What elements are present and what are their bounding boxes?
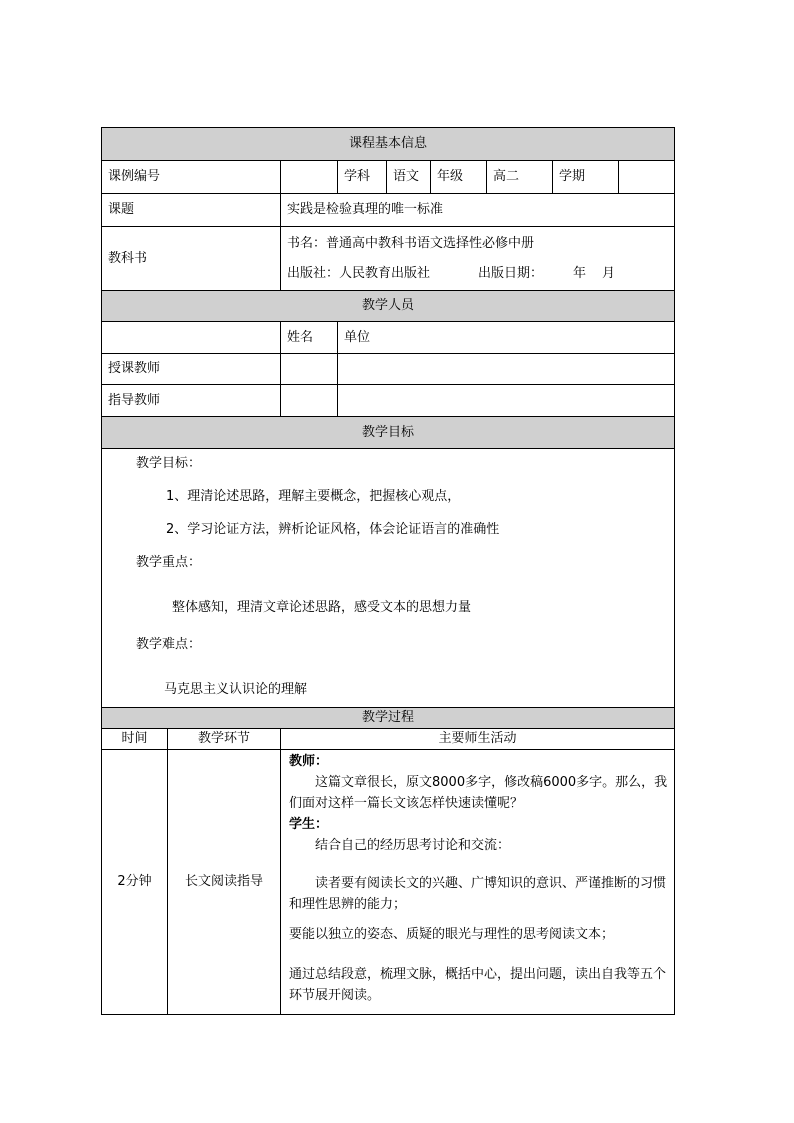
grade-value: 高二 <box>487 161 553 194</box>
basic-info-header-row <box>102 128 675 161</box>
topic-label: 课题 <box>102 194 281 227</box>
name-header: 姓名 <box>281 322 338 354</box>
difficulty: 马克思主义认识论的理解 <box>164 682 308 697</box>
teacher-name <box>281 354 338 385</box>
student-intro: 结合自己的经历思考讨论和交流： <box>315 838 511 853</box>
pub-year-label: 年 <box>573 265 587 281</box>
textbook-label: 教科书 <box>102 227 281 291</box>
term-label: 学期 <box>553 161 619 193</box>
student-point-3: 通过总结段意，梳理文脉，概括中心，提出问题，读出自我等五个环节展开阅读。 <box>289 967 667 1003</box>
goal-1: 1、理清论述思路，理解主要概念，把握核心观点， <box>166 489 461 504</box>
topic-row <box>102 194 675 227</box>
teacher-text: 这篇文章很长，原文8000多字，修改稿6000多字。那么，我们面对这样一篇长文该怎样快速读懂呢？ <box>289 775 668 811</box>
textbook-info <box>281 227 675 291</box>
advisor-name <box>281 385 338 417</box>
staff-title: 教学人员 <box>102 291 675 322</box>
col-time: 时间 <box>102 729 168 750</box>
teacher-role: 教师： <box>289 754 329 769</box>
term-cell <box>553 161 675 194</box>
case-no-value <box>281 161 338 194</box>
teacher-row <box>102 354 675 385</box>
col-activity: 主要师生活动 <box>281 729 675 750</box>
pub-date-label: 出版日期： <box>478 265 544 281</box>
difficulty-label: 教学难点： <box>136 637 202 652</box>
objectives-header-row <box>102 417 675 449</box>
key-point: 整体感知，理清文章论述思路，感受文本的思想力量 <box>172 600 472 615</box>
key-point-label: 教学重点： <box>136 555 202 570</box>
process-column-row <box>102 729 675 750</box>
subject-label: 学科 <box>338 161 387 194</box>
process-title: 教学过程 <box>102 708 675 729</box>
case-no-label: 课例编号 <box>102 161 281 194</box>
pub-month-label: 月 <box>602 265 616 281</box>
student-role: 学生： <box>289 817 329 832</box>
grade-label: 年级 <box>431 161 487 194</box>
process-header-row <box>102 708 675 729</box>
publisher: 出版社：人民教育出版社 <box>287 265 431 281</box>
basic-info-title: 课程基本信息 <box>102 128 675 161</box>
objectives-content <box>102 449 675 708</box>
teacher-label: 授课教师 <box>102 354 281 385</box>
subject-value: 语文 <box>387 161 431 194</box>
goal-2: 2、学习论证方法，辨析论证风格，体会论证语言的准确性 <box>166 522 500 537</box>
advisor-row <box>102 385 675 417</box>
teacher-unit <box>338 354 675 385</box>
staff-header-row <box>102 291 675 322</box>
process-time: 2分钟 <box>102 750 168 1015</box>
textbook-row <box>102 227 675 291</box>
student-point-2: 要能以独立的姿态、质疑的眼光与理性的思考阅读文本； <box>289 927 615 942</box>
staff-blank-cell <box>102 322 281 354</box>
staff-column-row <box>102 322 675 354</box>
term-value <box>619 161 674 193</box>
advisor-unit <box>338 385 675 417</box>
book-name-line: 书名：普通高中教科书语文选择性必修中册 <box>287 235 535 251</box>
col-stage: 教学环节 <box>168 729 281 750</box>
lesson-plan-table <box>101 127 675 1015</box>
goals-label: 教学目标： <box>136 456 202 471</box>
student-point-1: 读者要有阅读长文的兴趣、广博知识的意识、严谨推断的习惯和理性思辨的能力； <box>289 876 667 912</box>
publisher-line <box>287 259 668 289</box>
topic-value: 实践是检验真理的唯一标准 <box>281 194 675 227</box>
objectives-row <box>102 449 675 708</box>
advisor-label: 指导教师 <box>102 385 281 417</box>
process-stage: 长文阅读指导 <box>168 750 281 1015</box>
process-activity <box>281 750 675 1015</box>
case-info-row <box>102 161 675 194</box>
unit-header: 单位 <box>338 322 675 354</box>
lesson-plan-sheet <box>101 127 674 1015</box>
objectives-title: 教学目标 <box>102 417 675 449</box>
process-row <box>102 750 675 1015</box>
